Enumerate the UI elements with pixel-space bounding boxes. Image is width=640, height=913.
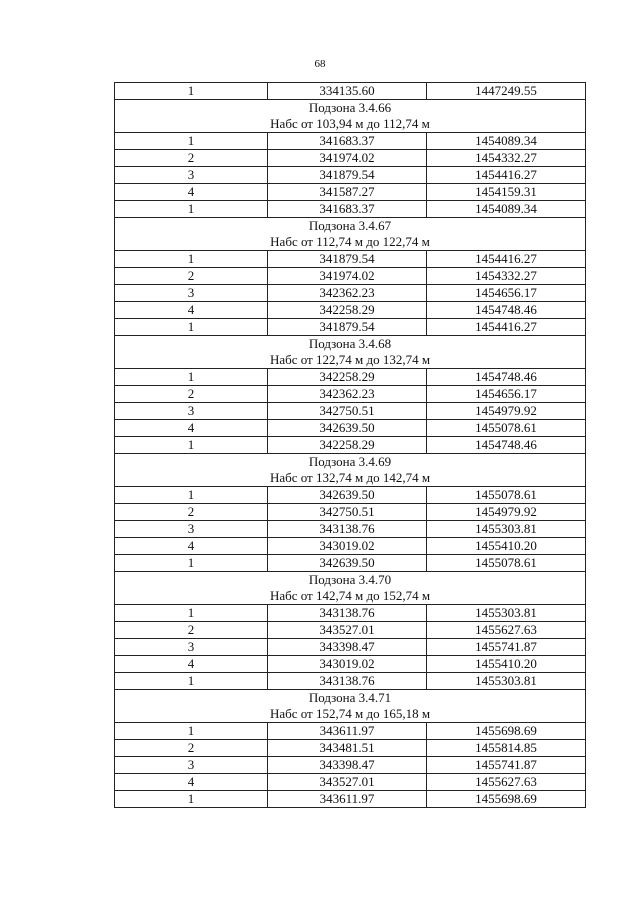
table-row <box>115 757 586 774</box>
y-coordinate-cell: 1455698.69 <box>427 723 586 740</box>
x-coordinate-cell: 342362.23 <box>268 285 427 302</box>
coordinates-table-body <box>115 83 586 808</box>
x-coordinate-cell: 343527.01 <box>268 622 427 639</box>
table-row <box>115 538 586 555</box>
x-coordinate-cell: 343138.76 <box>268 673 427 690</box>
table-row <box>115 251 586 268</box>
point-number-cell: 4 <box>115 774 268 791</box>
x-coordinate-cell: 341879.54 <box>268 251 427 268</box>
subzone-height-range: Набс от 142,74 м до 152,74 м <box>269 588 431 603</box>
subzone-header-row <box>115 100 586 133</box>
table-row <box>115 285 586 302</box>
point-number-cell: 4 <box>115 656 268 673</box>
point-number-cell: 2 <box>115 386 268 403</box>
point-number-cell: 4 <box>115 184 268 201</box>
y-coordinate-cell: 1455627.63 <box>427 774 586 791</box>
subzone-title: Подзона 3.4.71 <box>308 690 392 705</box>
point-number-cell: 1 <box>115 369 268 386</box>
subzone-header-row <box>115 572 586 605</box>
y-coordinate-cell: 1455410.20 <box>427 656 586 673</box>
table-row <box>115 673 586 690</box>
y-coordinate-cell: 1447249.55 <box>427 83 586 100</box>
subzone-height-range: Набс от 122,74 м до 132,74 м <box>269 352 431 367</box>
x-coordinate-cell: 342362.23 <box>268 386 427 403</box>
x-coordinate-cell: 343138.76 <box>268 521 427 538</box>
x-coordinate-cell: 342639.50 <box>268 420 427 437</box>
x-coordinate-cell: 341974.02 <box>268 150 427 167</box>
x-coordinate-cell: 341879.54 <box>268 319 427 336</box>
subzone-header-cell <box>115 454 586 487</box>
x-coordinate-cell: 343611.97 <box>268 723 427 740</box>
table-row <box>115 386 586 403</box>
point-number-cell: 1 <box>115 673 268 690</box>
y-coordinate-cell: 1455078.61 <box>427 420 586 437</box>
y-coordinate-cell: 1454089.34 <box>427 201 586 218</box>
subzone-header-cell <box>115 690 586 723</box>
point-number-cell: 3 <box>115 639 268 656</box>
y-coordinate-cell: 1455814.85 <box>427 740 586 757</box>
table-row <box>115 184 586 201</box>
subzone-title: Подзона 3.4.69 <box>308 454 392 469</box>
x-coordinate-cell: 343481.51 <box>268 740 427 757</box>
subzone-title: Подзона 3.4.67 <box>308 218 392 233</box>
y-coordinate-cell: 1454416.27 <box>427 319 586 336</box>
subzone-title: Подзона 3.4.70 <box>308 572 392 587</box>
y-coordinate-cell: 1454416.27 <box>427 167 586 184</box>
point-number-cell: 1 <box>115 201 268 218</box>
y-coordinate-cell: 1455078.61 <box>427 555 586 572</box>
subzone-header-row <box>115 336 586 369</box>
subzone-header-cell <box>115 218 586 251</box>
y-coordinate-cell: 1455410.20 <box>427 538 586 555</box>
point-number-cell: 3 <box>115 403 268 420</box>
x-coordinate-cell: 343138.76 <box>268 605 427 622</box>
x-coordinate-cell: 342750.51 <box>268 504 427 521</box>
table-row <box>115 791 586 808</box>
point-number-cell: 1 <box>115 605 268 622</box>
page-number: 68 <box>314 58 326 70</box>
table-row <box>115 740 586 757</box>
table-row <box>115 487 586 504</box>
y-coordinate-cell: 1455698.69 <box>427 791 586 808</box>
x-coordinate-cell: 343019.02 <box>268 656 427 673</box>
table-row <box>115 605 586 622</box>
y-coordinate-cell: 1455741.87 <box>427 757 586 774</box>
point-number-cell: 1 <box>115 83 268 100</box>
point-number-cell: 4 <box>115 302 268 319</box>
point-number-cell: 1 <box>115 437 268 454</box>
x-coordinate-cell: 341683.37 <box>268 201 427 218</box>
point-number-cell: 2 <box>115 504 268 521</box>
x-coordinate-cell: 341587.27 <box>268 184 427 201</box>
point-number-cell: 1 <box>115 251 268 268</box>
table-row <box>115 656 586 673</box>
point-number-cell: 1 <box>115 487 268 504</box>
table-row <box>115 150 586 167</box>
x-coordinate-cell: 341879.54 <box>268 167 427 184</box>
y-coordinate-cell: 1454748.46 <box>427 302 586 319</box>
y-coordinate-cell: 1454748.46 <box>427 437 586 454</box>
y-coordinate-cell: 1455627.63 <box>427 622 586 639</box>
table-row <box>115 167 586 184</box>
y-coordinate-cell: 1455303.81 <box>427 521 586 538</box>
table-row <box>115 420 586 437</box>
y-coordinate-cell: 1455078.61 <box>427 487 586 504</box>
subzone-header-row <box>115 454 586 487</box>
point-number-cell: 1 <box>115 319 268 336</box>
x-coordinate-cell: 343019.02 <box>268 538 427 555</box>
x-coordinate-cell: 343398.47 <box>268 639 427 656</box>
x-coordinate-cell: 342258.29 <box>268 369 427 386</box>
table-row <box>115 437 586 454</box>
table-row <box>115 268 586 285</box>
point-number-cell: 1 <box>115 133 268 150</box>
point-number-cell: 1 <box>115 555 268 572</box>
table-row <box>115 555 586 572</box>
y-coordinate-cell: 1454332.27 <box>427 268 586 285</box>
table-row <box>115 504 586 521</box>
x-coordinate-cell: 343611.97 <box>268 791 427 808</box>
subzone-header-cell <box>115 572 586 605</box>
point-number-cell: 2 <box>115 268 268 285</box>
y-coordinate-cell: 1454656.17 <box>427 386 586 403</box>
subzone-height-range: Набс от 132,74 м до 142,74 м <box>269 470 431 485</box>
point-number-cell: 3 <box>115 285 268 302</box>
point-number-cell: 3 <box>115 757 268 774</box>
x-coordinate-cell: 341974.02 <box>268 268 427 285</box>
table-row <box>115 83 586 100</box>
x-coordinate-cell: 343398.47 <box>268 757 427 774</box>
subzone-title: Подзона 3.4.66 <box>308 100 392 115</box>
y-coordinate-cell: 1454159.31 <box>427 184 586 201</box>
table-row <box>115 302 586 319</box>
y-coordinate-cell: 1454748.46 <box>427 369 586 386</box>
point-number-cell: 4 <box>115 538 268 555</box>
point-number-cell: 1 <box>115 723 268 740</box>
y-coordinate-cell: 1455741.87 <box>427 639 586 656</box>
x-coordinate-cell: 342639.50 <box>268 487 427 504</box>
table-row <box>115 723 586 740</box>
y-coordinate-cell: 1454416.27 <box>427 251 586 268</box>
x-coordinate-cell: 342639.50 <box>268 555 427 572</box>
subzone-header-row <box>115 690 586 723</box>
point-number-cell: 2 <box>115 622 268 639</box>
point-number-cell: 2 <box>115 150 268 167</box>
y-coordinate-cell: 1455303.81 <box>427 605 586 622</box>
table-row <box>115 521 586 538</box>
table-row <box>115 622 586 639</box>
table-row <box>115 639 586 656</box>
point-number-cell: 3 <box>115 167 268 184</box>
subzone-title: Подзона 3.4.68 <box>308 336 392 351</box>
subzone-height-range: Набс от 103,94 м до 112,74 м <box>270 116 430 131</box>
table-row <box>115 319 586 336</box>
y-coordinate-cell: 1454656.17 <box>427 285 586 302</box>
subzone-height-range: Набс от 112,74 м до 122,74 м <box>270 234 430 249</box>
x-coordinate-cell: 342258.29 <box>268 302 427 319</box>
point-number-cell: 1 <box>115 791 268 808</box>
x-coordinate-cell: 341683.37 <box>268 133 427 150</box>
x-coordinate-cell: 334135.60 <box>268 83 427 100</box>
coordinates-table <box>114 82 586 808</box>
point-number-cell: 2 <box>115 740 268 757</box>
y-coordinate-cell: 1455303.81 <box>427 673 586 690</box>
y-coordinate-cell: 1454979.92 <box>427 403 586 420</box>
table-row <box>115 403 586 420</box>
subzone-header-cell <box>115 336 586 369</box>
point-number-cell: 3 <box>115 521 268 538</box>
subzone-height-range: Набс от 152,74 м до 165,18 м <box>269 706 431 721</box>
table-row <box>115 201 586 218</box>
y-coordinate-cell: 1454089.34 <box>427 133 586 150</box>
y-coordinate-cell: 1454332.27 <box>427 150 586 167</box>
table-row <box>115 133 586 150</box>
y-coordinate-cell: 1454979.92 <box>427 504 586 521</box>
x-coordinate-cell: 342258.29 <box>268 437 427 454</box>
subzone-header-cell <box>115 100 586 133</box>
table-row <box>115 369 586 386</box>
table-row <box>115 774 586 791</box>
x-coordinate-cell: 342750.51 <box>268 403 427 420</box>
subzone-header-row <box>115 218 586 251</box>
x-coordinate-cell: 343527.01 <box>268 774 427 791</box>
point-number-cell: 4 <box>115 420 268 437</box>
